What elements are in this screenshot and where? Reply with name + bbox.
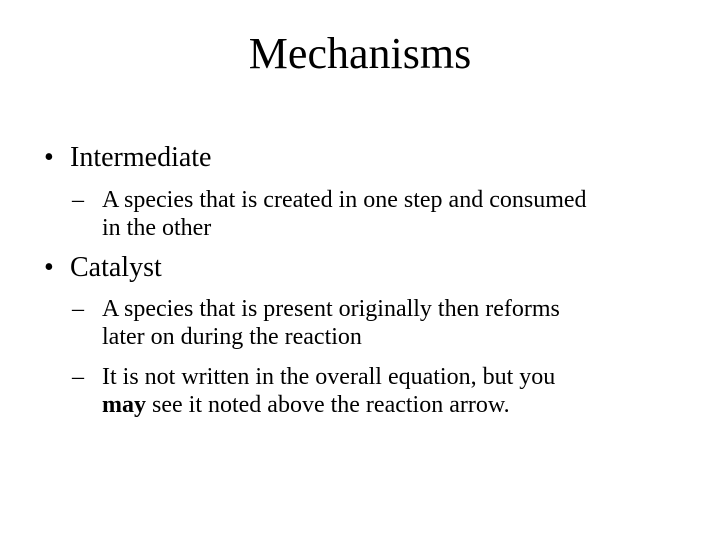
bullet-label: Intermediate: [70, 142, 212, 173]
bullet-label: Catalyst: [70, 252, 162, 283]
subitem-catalyst-note: [72, 363, 692, 419]
sub-line-with-emphasis: [72, 391, 692, 419]
subitem-catalyst-definition: [72, 295, 692, 351]
sub-line: A species that is created in one step and consumed: [102, 187, 587, 213]
sub-dash: –: [72, 364, 84, 390]
sub-dash: –: [72, 296, 84, 322]
bullet-dot: •: [44, 142, 54, 173]
emphasis-word: may: [102, 392, 146, 418]
slide-title: Mechanisms: [248, 29, 472, 78]
bullet-intermediate: [44, 142, 211, 174]
sub-line: It is not written in the overall equation, but you: [102, 364, 556, 390]
bullet-dot: •: [44, 252, 54, 283]
bullet-catalyst: [44, 252, 162, 284]
sub-line-rest: see it noted above the reaction arrow.: [146, 392, 510, 418]
sub-line: later on during the reaction: [102, 324, 362, 350]
sub-line: in the other: [102, 215, 212, 241]
subitem-intermediate-definition: [72, 186, 692, 242]
sub-dash: –: [72, 187, 84, 213]
sub-line: A species that is present originally then reforms: [102, 296, 560, 322]
